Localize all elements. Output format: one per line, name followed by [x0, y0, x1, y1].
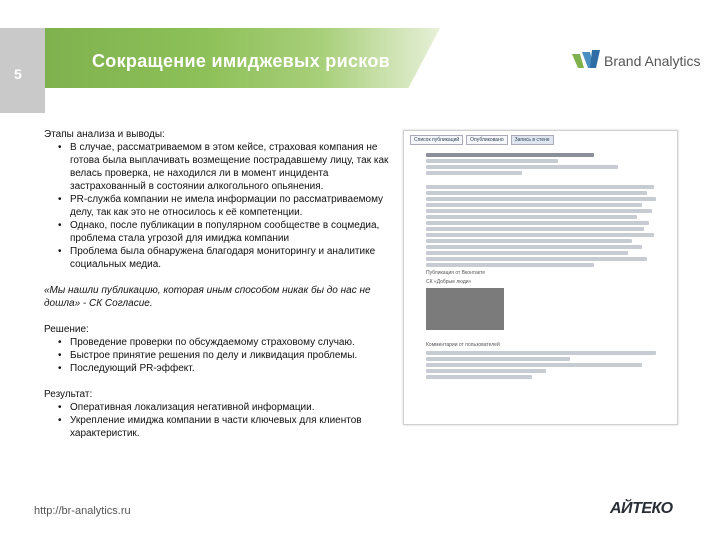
post-caption-group: СК «Добрые люди» — [426, 279, 472, 285]
solution-list — [44, 336, 394, 375]
list-item: • Оперативная локализация негативной информации. — [44, 401, 394, 414]
list-item: • Проведение проверки по обсуждаемому страховому случаю. — [44, 336, 394, 349]
post-caption-source: Публикация от Вконтакте — [426, 270, 486, 276]
list-item: • PR-служба компании не имела информации по рассматриваемому делу, так как это не относилось к её компетенции. — [44, 193, 394, 219]
list-item: • Однако, после публикации в популярном сообществе в соцмедиа, проблема стала угрозой для имиджа компании — [44, 219, 394, 245]
list-item: • Последующий PR-эффект. — [44, 362, 394, 375]
tab-wall-post[interactable]: Запись в стене — [511, 135, 554, 145]
tab-publications[interactable]: Список публикаций — [410, 135, 463, 145]
tab-published[interactable]: Опубликовано — [466, 135, 507, 145]
stages-heading: Этапы анализа и выводы: — [44, 129, 165, 140]
footer-url[interactable]: http://br-analytics.ru — [34, 505, 131, 517]
list-item: • В случае, рассматриваемом в этом кейсе, страховая компания не готова была выплачивать возмещение пострадавшему лицу, так как велась проверка, не находился ли в момент инцидента застрахованный в состоянии алкогольного опьянения. — [44, 141, 394, 193]
post-caption-comments: Комментарии от пользователей — [426, 342, 500, 348]
screenshot-tabs — [410, 135, 554, 145]
list-item: • Укрепление имиджа компании в части ключевых для клиентов характеристик. — [44, 414, 394, 440]
stages-list — [44, 141, 394, 271]
result-list — [44, 401, 394, 440]
result-heading: Результат: — [44, 389, 93, 400]
client-quote: «Мы нашли публикацию, которая иным способом никак бы до нас не дошла» - СК Согласие. — [44, 285, 371, 309]
page-number: 5 — [14, 66, 22, 82]
footer-brand-logo: АЙТЕКО — [610, 500, 673, 517]
social-post-screenshot — [403, 130, 678, 425]
solution-heading: Решение: — [44, 324, 89, 335]
main-content — [44, 128, 394, 440]
slide-title: Сокращение имиджевых рисков — [92, 51, 391, 71]
screenshot-body — [426, 151, 666, 381]
list-item: • Проблема была обнаружена благодаря мониторингу и аналитике социальных медиа. — [44, 245, 394, 271]
side-band — [0, 28, 45, 113]
list-item: • Быстрое принятие решения по делу и ликвидация проблемы. — [44, 349, 394, 362]
logo-text: Brand Analytics — [604, 53, 701, 69]
redacted-image — [426, 288, 504, 330]
